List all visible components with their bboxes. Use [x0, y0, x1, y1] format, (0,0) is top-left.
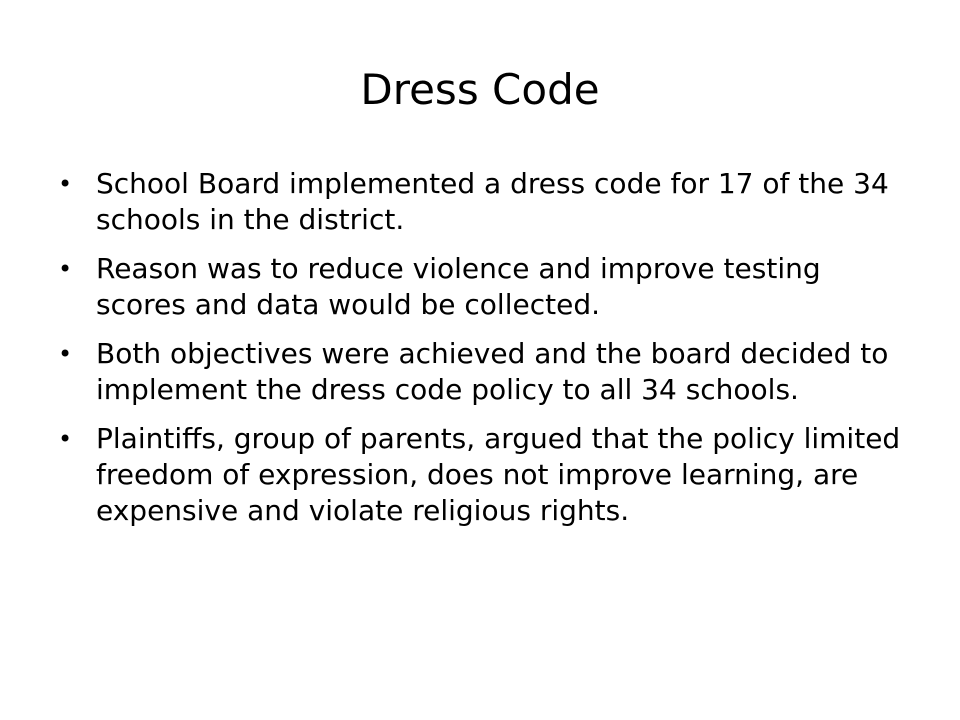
- bullet-icon: •: [58, 255, 73, 283]
- slide-title: Dress Code: [360, 65, 600, 114]
- bullet-item-4: [58, 421, 918, 529]
- bullet-item-3: [58, 336, 918, 408]
- bullet-text: Reason was to reduce violence and improve testing scores and data would be collected.: [96, 252, 821, 321]
- bullet-item-2: [58, 251, 918, 323]
- bullet-list: [58, 166, 918, 542]
- bullet-text: School Board implemented a dress code for 17 of the 34 schools in the district.: [96, 167, 889, 236]
- bullet-text: Plaintiffs, group of parents, argued that the policy limited freedom of expression, does not improve learning, are expensive and violate religious rights.: [96, 422, 901, 527]
- bullet-icon: •: [58, 425, 73, 453]
- bullet-icon: •: [58, 340, 73, 368]
- bullet-text: Both objectives were achieved and the board decided to implement the dress code policy to all 34 schools.: [96, 337, 889, 406]
- bullet-icon: •: [58, 170, 73, 198]
- bullet-item-1: [58, 166, 918, 238]
